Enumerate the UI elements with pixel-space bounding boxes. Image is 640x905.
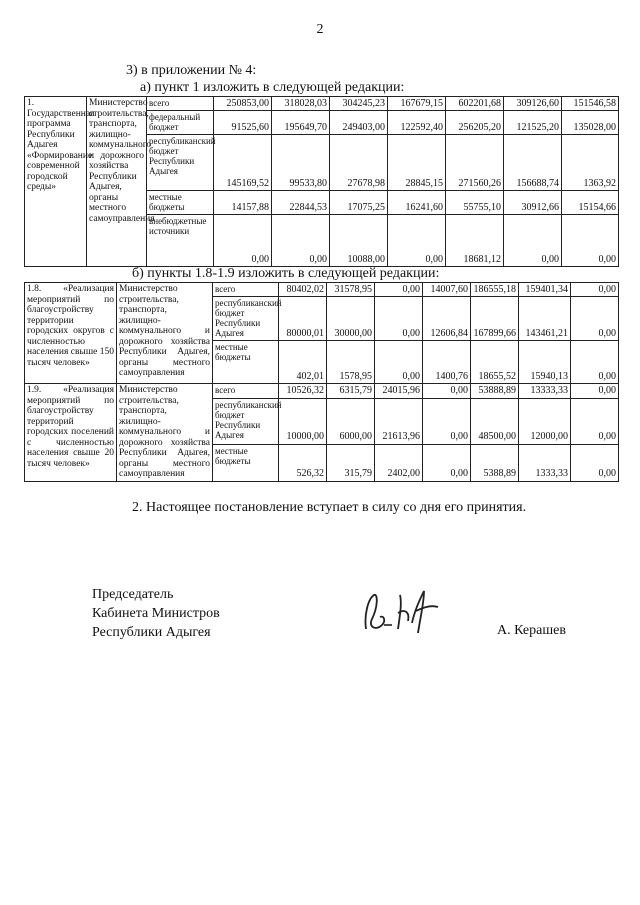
page-number: 2 bbox=[316, 22, 324, 37]
amount-cell: 48500,00 bbox=[471, 398, 519, 444]
amount-cell: 1400,76 bbox=[423, 341, 471, 384]
amount-cell: 30000,00 bbox=[327, 297, 375, 341]
amount-cell: 167899,66 bbox=[471, 297, 519, 341]
funding-source-cell: всего bbox=[213, 283, 279, 297]
amount-cell: 16241,60 bbox=[388, 191, 446, 215]
signatory-title bbox=[92, 585, 220, 642]
amount-cell: 271560,26 bbox=[446, 135, 504, 191]
funding-source-cell: республиканский бюджет Республики Адыгея bbox=[147, 135, 214, 191]
amount-cell: 15154,66 bbox=[562, 191, 619, 215]
amount-cell: 304245,23 bbox=[330, 97, 388, 111]
amount-cell: 151546,58 bbox=[562, 97, 619, 111]
funding-source-cell: республиканский бюджет Республики Адыгея bbox=[213, 297, 279, 341]
amount-cell: 315,79 bbox=[327, 444, 375, 481]
amount-cell: 55755,10 bbox=[446, 191, 504, 215]
executor-cell: Министерство строительства, транспорта, жилищно-коммунального и дорожного хозяйства Республики Адыгея, органы местного самоуправления bbox=[87, 97, 147, 267]
amount-cell: 0,00 bbox=[423, 398, 471, 444]
amount-cell: 0,00 bbox=[423, 384, 471, 399]
amount-cell: 31578,95 bbox=[327, 283, 375, 297]
amount-cell: 0,00 bbox=[375, 283, 423, 297]
table-items-1-8-1-9 bbox=[24, 282, 619, 482]
executor-cell: Министерство строительства, транспорта, жилищно-коммунального и дорожного хозяйства Республики Адыгея, органы местного самоуправления bbox=[117, 384, 213, 482]
amount-cell: 18681,12 bbox=[446, 215, 504, 267]
amount-cell: 12606,84 bbox=[423, 297, 471, 341]
executor-cell: Министерство строительства, транспорта, жилищно-коммунального и дорожного хозяйства Республики Адыгея, органы местного самоуправления bbox=[117, 283, 213, 384]
amount-cell: 250853,00 bbox=[214, 97, 272, 111]
amount-cell: 526,32 bbox=[279, 444, 327, 481]
section-b-heading: б) пункты 1.8-1.9 изложить в следующей редакции: bbox=[132, 266, 440, 281]
funding-source-cell: республиканский бюджет Республики Адыгея bbox=[213, 398, 279, 444]
amount-cell: 159401,34 bbox=[519, 283, 571, 297]
signatory-title-line-3: Республики Адыгея bbox=[92, 625, 211, 640]
amount-cell: 53888,89 bbox=[471, 384, 519, 399]
closing-paragraph: 2. Настоящее постановление вступает в силу со дня его принятия. bbox=[132, 500, 527, 515]
amount-cell: 1333,33 bbox=[519, 444, 571, 481]
amount-cell: 0,00 bbox=[571, 297, 619, 341]
amount-cell: 27678,98 bbox=[330, 135, 388, 191]
amount-cell: 0,00 bbox=[562, 215, 619, 267]
signatory-name: А. Керашев bbox=[497, 623, 566, 638]
amount-cell: 0,00 bbox=[375, 297, 423, 341]
amount-cell: 602201,68 bbox=[446, 97, 504, 111]
amount-cell: 0,00 bbox=[504, 215, 562, 267]
amount-cell: 24015,96 bbox=[375, 384, 423, 399]
funding-source-cell: внебюджетные источники bbox=[147, 215, 214, 267]
amount-cell: 1578,95 bbox=[327, 341, 375, 384]
amount-cell: 6315,79 bbox=[327, 384, 375, 399]
amount-cell: 28845,15 bbox=[388, 135, 446, 191]
funding-source-cell: местные бюджеты bbox=[213, 341, 279, 384]
amount-cell: 0,00 bbox=[571, 444, 619, 481]
program-item-cell: 1.9. «Реализация мероприятий по благоустройству территорий городских поселений с численностью населения свыше 20 тысяч человек» bbox=[25, 384, 117, 482]
amount-cell: 18655,52 bbox=[471, 341, 519, 384]
program-name-cell: 1. Государственная программа Республики Адыгея «Формирование современной городской среды» bbox=[25, 97, 87, 267]
amount-cell: 0,00 bbox=[375, 341, 423, 384]
table-row bbox=[25, 97, 619, 111]
amount-cell: 167679,15 bbox=[388, 97, 446, 111]
amount-cell: 195649,70 bbox=[272, 111, 330, 135]
funding-source-cell: местные бюджеты bbox=[147, 191, 214, 215]
amount-cell: 122592,40 bbox=[388, 111, 446, 135]
table-row bbox=[25, 283, 619, 297]
amount-cell: 135028,00 bbox=[562, 111, 619, 135]
amount-cell: 10526,32 bbox=[279, 384, 327, 399]
table-program-1 bbox=[24, 96, 619, 267]
amount-cell: 0,00 bbox=[571, 341, 619, 384]
amount-cell: 80000,01 bbox=[279, 297, 327, 341]
amount-cell: 145169,52 bbox=[214, 135, 272, 191]
amount-cell: 249403,00 bbox=[330, 111, 388, 135]
amount-cell: 0,00 bbox=[571, 384, 619, 399]
amount-cell: 0,00 bbox=[423, 444, 471, 481]
amount-cell: 0,00 bbox=[388, 215, 446, 267]
amount-cell: 1363,92 bbox=[562, 135, 619, 191]
amount-cell: 14007,60 bbox=[423, 283, 471, 297]
funding-source-cell: всего bbox=[213, 384, 279, 399]
amount-cell: 10000,00 bbox=[279, 398, 327, 444]
amount-cell: 10088,00 bbox=[330, 215, 388, 267]
handwritten-signature bbox=[358, 585, 453, 640]
amount-cell: 2402,00 bbox=[375, 444, 423, 481]
signatory-title-line-1: Председатель bbox=[92, 587, 174, 602]
funding-source-cell: всего bbox=[147, 97, 214, 111]
amount-cell: 0,00 bbox=[571, 398, 619, 444]
amount-cell: 0,00 bbox=[272, 215, 330, 267]
amount-cell: 0,00 bbox=[214, 215, 272, 267]
amount-cell: 17075,25 bbox=[330, 191, 388, 215]
amount-cell: 14157,88 bbox=[214, 191, 272, 215]
amount-cell: 13333,33 bbox=[519, 384, 571, 399]
funding-source-cell: местные бюджеты bbox=[213, 444, 279, 481]
amount-cell: 186555,18 bbox=[471, 283, 519, 297]
amount-cell: 0,00 bbox=[571, 283, 619, 297]
amount-cell: 121525,20 bbox=[504, 111, 562, 135]
amount-cell: 5388,89 bbox=[471, 444, 519, 481]
amount-cell: 30912,66 bbox=[504, 191, 562, 215]
amount-cell: 256205,20 bbox=[446, 111, 504, 135]
amount-cell: 12000,00 bbox=[519, 398, 571, 444]
amount-cell: 318028,03 bbox=[272, 97, 330, 111]
amount-cell: 21613,96 bbox=[375, 398, 423, 444]
amount-cell: 402,01 bbox=[279, 341, 327, 384]
amount-cell: 15940,13 bbox=[519, 341, 571, 384]
program-item-cell: 1.8. «Реализация мероприятий по благоустройству территории городских округов с численностью населения свыше 150 тысяч человек» bbox=[25, 283, 117, 384]
amount-cell: 143461,21 bbox=[519, 297, 571, 341]
amount-cell: 156688,74 bbox=[504, 135, 562, 191]
amount-cell: 6000,00 bbox=[327, 398, 375, 444]
section-a-heading: а) пункт 1 изложить в следующей редакции: bbox=[140, 80, 405, 95]
table-row bbox=[25, 384, 619, 399]
amount-cell: 99533,80 bbox=[272, 135, 330, 191]
amount-cell: 22844,53 bbox=[272, 191, 330, 215]
amount-cell: 80402,02 bbox=[279, 283, 327, 297]
amount-cell: 309126,60 bbox=[504, 97, 562, 111]
appendix-heading: 3) в приложении № 4: bbox=[126, 63, 257, 78]
signatory-title-line-2: Кабинета Министров bbox=[92, 606, 220, 621]
funding-source-cell: федеральный бюджет bbox=[147, 111, 214, 135]
amount-cell: 91525,60 bbox=[214, 111, 272, 135]
